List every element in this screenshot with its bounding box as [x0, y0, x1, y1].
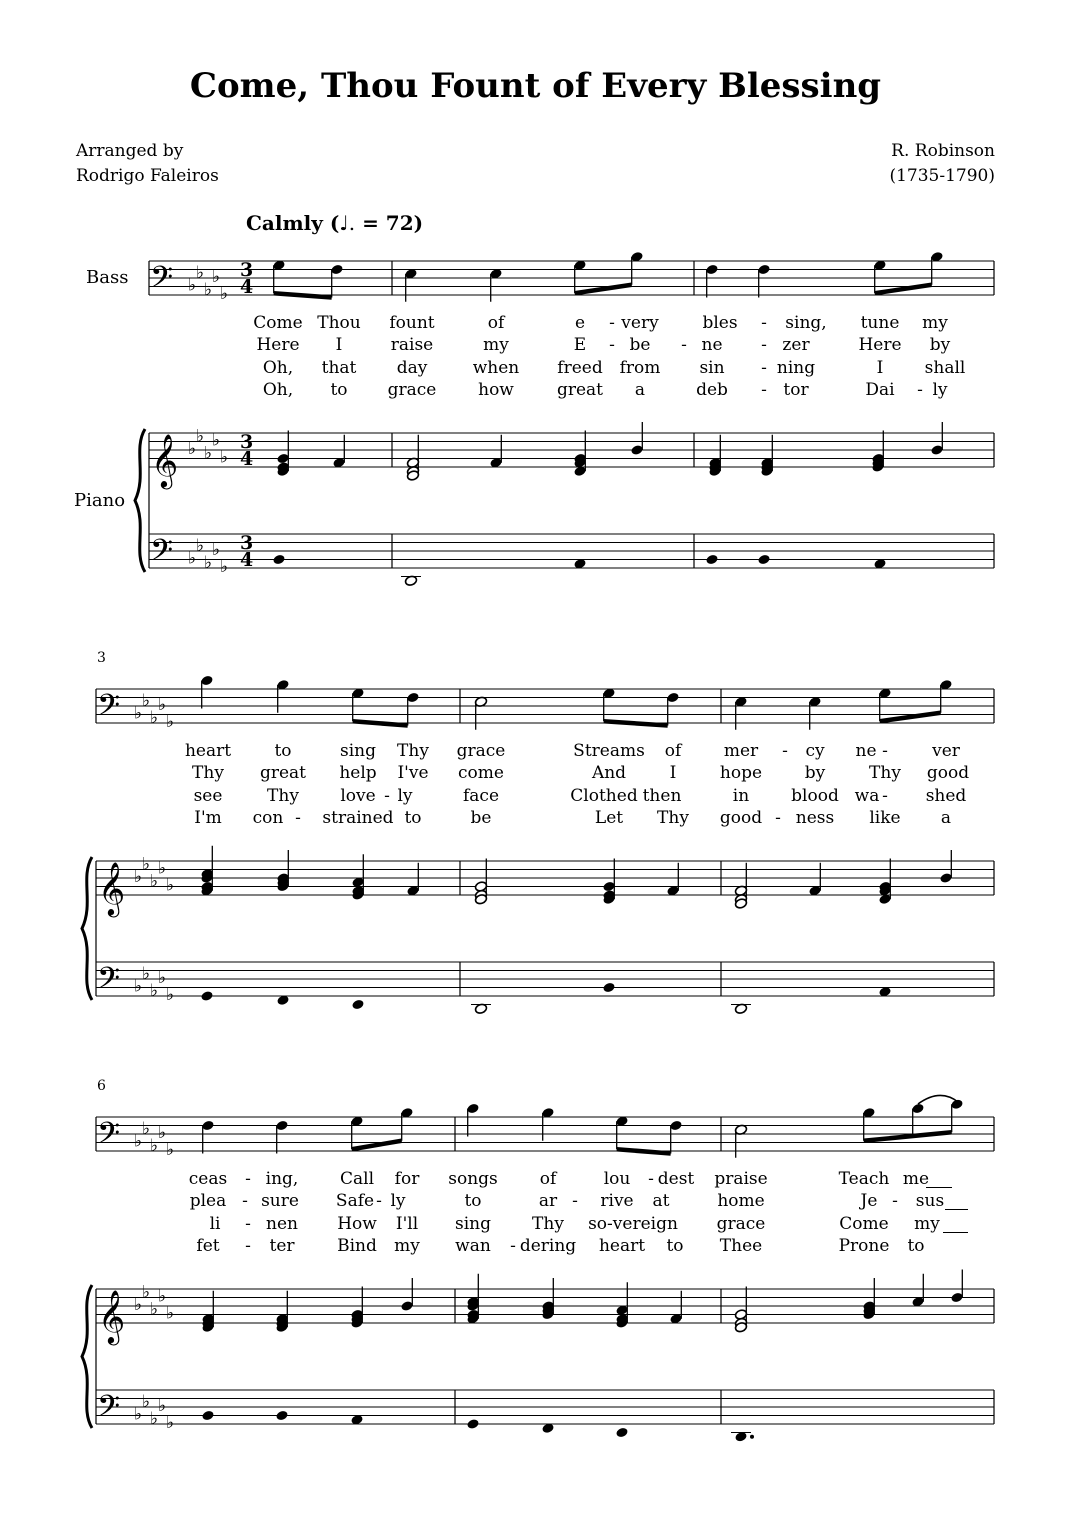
lyric-syllable: freed: [557, 357, 603, 378]
arranger-label: Arranged by: [76, 141, 184, 161]
piano-bass-notehead: [272, 554, 285, 566]
composer-name: R. Robinson: [891, 141, 995, 161]
flat-icon: ♭: [188, 439, 197, 459]
lyric-syllable: by: [804, 763, 826, 784]
lyric-syllable: so-vereign: [588, 1213, 678, 1234]
lyric-syllable: ne: [855, 741, 877, 761]
flat-icon: ♭: [142, 1391, 151, 1412]
lyric-syllable: sing,: [785, 313, 827, 333]
lyric-syllable: e: [574, 313, 586, 333]
lyric-hyphen: -: [892, 1191, 898, 1212]
bass-clef-icon: 𝄢: [97, 1390, 121, 1431]
lyric-hyphen: -: [572, 1191, 578, 1212]
flat-icon: ♭: [150, 871, 159, 892]
lyric-syllable: li: [209, 1213, 221, 1234]
lyric-syllable: Here: [858, 335, 902, 356]
lyric-syllable: mer: [723, 741, 759, 761]
lyric-syllable: I: [335, 335, 343, 356]
lyric-hyphen: -: [761, 335, 767, 356]
lyric-syllable: bles: [702, 313, 738, 333]
lyric-syllable: Thy: [267, 785, 299, 806]
treble-clef-icon: 𝄞: [98, 861, 126, 915]
flat-icon: ♭: [142, 1282, 151, 1303]
lyric-syllable: hope: [719, 763, 763, 784]
lyric-syllable: blood: [791, 785, 839, 806]
lyric-syllable: Let: [594, 807, 624, 828]
lyric-syllable: I: [876, 357, 884, 378]
lyric-syllable: when: [472, 357, 520, 378]
lyric-syllable: Call: [339, 1169, 375, 1189]
lyric-syllable: Streams: [573, 741, 645, 761]
flat-icon: ♭: [220, 447, 229, 468]
lyric-syllable: Oh,: [262, 379, 294, 400]
lyric-syllable: Prone: [838, 1235, 890, 1256]
flat-icon: ♭: [150, 1408, 159, 1429]
flat-icon: ♭: [150, 1135, 159, 1156]
lyric-syllable: How: [337, 1213, 377, 1234]
flat-icon: ♭: [134, 703, 143, 724]
lyric-hyphen: -: [245, 1235, 251, 1256]
note-beam: [353, 721, 408, 725]
lyric-syllable: see: [193, 785, 223, 806]
lyric-syllable: ter: [269, 1235, 295, 1256]
lyric-hyphen: -: [245, 1213, 251, 1234]
lyric-syllable: help: [339, 763, 377, 784]
piano-bass-notehead: [201, 1410, 214, 1422]
lyric-syllable: strained: [322, 807, 394, 828]
flat-icon: ♭: [204, 279, 213, 300]
lyric-syllable: to: [666, 1235, 684, 1256]
lyric-syllable: very: [621, 313, 659, 333]
lyric-syllable: my: [483, 335, 509, 356]
lyric-syllable: fount: [389, 313, 435, 333]
lyric-syllable: Thy: [192, 763, 224, 784]
piano-brace: [135, 429, 145, 572]
piano-bass-notehead: [602, 982, 615, 994]
lyric-syllable: ar: [538, 1191, 558, 1212]
lyric-syllable: how: [478, 379, 514, 400]
lyric-syllable: great: [556, 379, 604, 400]
lyric-syllable: Oh,: [262, 357, 294, 378]
lyric-syllable: from: [619, 357, 661, 378]
lyric-syllable: then: [642, 785, 682, 806]
lyric-hyphen: -: [882, 741, 888, 761]
lyric-syllable: tor: [783, 379, 809, 400]
piano-bass-notehead: [275, 1410, 288, 1422]
lyric-syllable: ly: [932, 379, 948, 400]
lyric-syllable: rive: [600, 1191, 634, 1212]
lyric-hyphen: -: [609, 313, 615, 333]
time-signature-numerator: 3: [240, 259, 254, 281]
lyric-hyphen: -: [882, 785, 888, 806]
lyric-syllable: sus: [915, 1191, 945, 1212]
lyric-syllable: ning: [776, 357, 816, 378]
lyric-syllable: to: [464, 1191, 482, 1212]
lyric-syllable: shall: [924, 357, 966, 378]
flat-icon: ♭: [196, 535, 205, 556]
lyric-hyphen: -: [242, 1191, 248, 1212]
lyric-hyphen: -: [384, 785, 390, 806]
lyric-syllable: shed: [925, 785, 967, 806]
flat-icon: ♭: [166, 1140, 175, 1160]
flat-icon: ♭: [166, 1303, 175, 1324]
note-beam: [274, 293, 332, 297]
lyric-syllable: con: [252, 807, 284, 828]
lyric-syllable: deb: [696, 379, 728, 400]
lyric-syllable: be: [629, 335, 651, 356]
treble-clef-icon: 𝄞: [151, 433, 179, 487]
lyric-syllable: wa: [854, 785, 880, 806]
flat-icon: ♭: [158, 695, 167, 715]
lyric-syllable: nen: [266, 1213, 298, 1234]
arranger-name: Rodrigo Faleiros: [76, 166, 219, 186]
bass-clef-icon: 𝄢: [97, 689, 121, 730]
instrument-label-piano: Piano: [74, 490, 126, 511]
lyric-syllable: good: [926, 763, 970, 784]
time-signature-denominator: 4: [240, 448, 254, 470]
flat-icon: ♭: [188, 275, 197, 296]
lyric-syllable: zer: [782, 335, 810, 356]
time-signature-numerator: 3: [240, 431, 254, 453]
lyric-syllable: in: [732, 785, 750, 806]
lyric-syllable: ver: [932, 741, 960, 761]
lyric-syllable: wan: [455, 1235, 491, 1256]
lyric-hyphen: -: [761, 313, 767, 333]
time-signature-denominator: 4: [240, 276, 254, 298]
lyric-syllable: Je: [860, 1191, 878, 1212]
lyric-syllable: lou: [603, 1169, 631, 1189]
lyric-syllable: fet: [196, 1235, 220, 1256]
flat-icon: ♭: [150, 1299, 159, 1320]
lyric-syllable: Dai: [865, 379, 895, 400]
flat-icon: ♭: [150, 707, 159, 728]
lyric-syllable: day: [396, 357, 428, 378]
lyric-hyphen: -: [761, 357, 767, 378]
lyric-syllable: me: [902, 1169, 930, 1189]
lyric-syllable: dering: [519, 1235, 577, 1256]
flat-icon: ♭: [134, 1131, 143, 1152]
lyric-syllable: Here: [256, 335, 300, 356]
lyric-syllable: good: [719, 807, 763, 828]
lyric-syllable: my: [922, 313, 948, 333]
lyric-syllable: plea: [189, 1191, 227, 1212]
lyric-syllable: grace: [387, 379, 437, 400]
lyric-hyphen: -: [295, 807, 301, 828]
lyric-syllable: Thy: [532, 1213, 564, 1234]
lyric-syllable: a: [940, 807, 952, 828]
page-title: Come, Thou Fount of Every Blessing: [189, 66, 882, 106]
lyric-syllable: ness: [795, 807, 835, 828]
lyric-hyphen: -: [775, 807, 781, 828]
lyric-hyphen: -: [761, 379, 767, 400]
lyric-syllable: Bind: [337, 1235, 377, 1256]
lyric-syllable: that: [321, 357, 357, 378]
flat-icon: ♭: [166, 985, 175, 1005]
lyric-syllable: come: [458, 763, 504, 784]
lyric-syllable: sing: [340, 741, 376, 761]
lyric-syllable: raise: [390, 335, 434, 356]
flat-icon: ♭: [188, 548, 197, 569]
lyric-syllable: heart: [598, 1235, 646, 1256]
piano-bass-notehead: [466, 1418, 479, 1430]
lyric-syllable: at: [652, 1191, 670, 1212]
flat-icon: ♭: [134, 1295, 143, 1315]
dot-mark: [750, 1435, 754, 1439]
lyric-syllable: heart: [184, 741, 232, 761]
lyric-hyphen: -: [510, 1235, 516, 1256]
lyric-syllable: ceas: [188, 1169, 228, 1189]
lyric-syllable: to: [404, 807, 422, 828]
flat-icon: ♭: [212, 430, 221, 451]
lyric-syllable: for: [394, 1169, 420, 1189]
tempo-word: Calmly: [246, 211, 323, 235]
lyric-syllable: Thy: [657, 807, 689, 828]
lyric-syllable: ly: [390, 1191, 406, 1212]
flat-icon: ♭: [196, 262, 205, 283]
lyric-syllable: of: [487, 313, 505, 333]
flat-icon: ♭: [204, 443, 213, 464]
flat-icon: ♭: [220, 284, 229, 304]
lyric-syllable: like: [869, 807, 901, 828]
lyric-syllable: Thou: [317, 313, 361, 333]
bass-clef-icon: 𝄢: [150, 534, 174, 575]
lyric-syllable: of: [539, 1169, 557, 1189]
instrument-label-bass: Bass: [86, 267, 129, 288]
flat-icon: ♭: [166, 1413, 175, 1433]
lyric-syllable: sin: [699, 357, 725, 378]
lyric-syllable: Safe: [335, 1191, 375, 1212]
tempo-note-icon: ♩.: [339, 211, 356, 235]
lyric-syllable: sure: [261, 1191, 299, 1212]
lyric-syllable: ne: [701, 335, 723, 356]
lyric-syllable: home: [717, 1191, 765, 1212]
slur-mark: [918, 1095, 958, 1104]
lyric-syllable: to: [330, 379, 348, 400]
flat-icon: ♭: [158, 858, 167, 879]
piano-brace: [82, 857, 92, 1000]
flat-icon: ♭: [158, 1123, 167, 1143]
lyric-syllable: Thy: [869, 763, 901, 784]
flat-icon: ♭: [158, 968, 167, 988]
lyric-syllable: songs: [448, 1169, 498, 1189]
lyric-syllable: Thee: [719, 1235, 763, 1256]
lyric-syllable: to: [907, 1235, 925, 1256]
lyric-hyphen: -: [245, 1169, 251, 1189]
lyric-syllable: tune: [860, 313, 900, 333]
measure-number: 3: [97, 650, 106, 666]
flat-icon: ♭: [150, 980, 159, 1001]
lyric-syllable: a: [634, 379, 646, 400]
lyric-hyphen: -: [681, 335, 687, 356]
lyric-hyphen: -: [609, 335, 615, 356]
lyric-syllable: ing,: [265, 1169, 299, 1189]
lyric-syllable: praise: [714, 1169, 768, 1189]
lyric-syllable: my: [394, 1235, 420, 1256]
lyric-syllable: Come: [253, 313, 303, 333]
tempo-open-paren: (: [329, 211, 340, 235]
lyric-syllable: ly: [397, 785, 413, 806]
flat-icon: ♭: [142, 854, 151, 875]
piano-bass-notehead: [705, 554, 718, 566]
piano-bass-notehead: [351, 999, 364, 1011]
lyric-syllable: great: [259, 763, 307, 784]
flat-icon: ♭: [212, 540, 221, 560]
lyric-syllable: I: [669, 763, 677, 784]
lyric-syllable: sing: [455, 1213, 491, 1234]
flat-icon: ♭: [204, 552, 213, 573]
lyric-syllable: And: [591, 763, 627, 784]
flat-icon: ♭: [158, 1396, 167, 1416]
bass-clef-icon: 𝄢: [150, 261, 174, 302]
flat-icon: ♭: [212, 267, 221, 287]
flat-icon: ♭: [134, 1404, 143, 1425]
lyric-hyphen: -: [376, 1191, 382, 1212]
lyric-syllable: Teach: [838, 1169, 890, 1189]
flat-icon: ♭: [220, 557, 229, 577]
lyric-syllable: love: [340, 785, 376, 806]
flat-icon: ♭: [142, 963, 151, 984]
flat-icon: ♭: [166, 875, 175, 896]
measure-number: 6: [97, 1078, 106, 1094]
composer-dates: (1735-1790): [889, 166, 995, 186]
lyric-syllable: Clothed: [570, 785, 638, 806]
lyric-syllable: grace: [716, 1213, 766, 1234]
bass-clef-icon: 𝄢: [97, 962, 121, 1003]
flat-icon: ♭: [142, 690, 151, 711]
flat-icon: ♭: [134, 976, 143, 997]
lyric-hyphen: -: [782, 741, 788, 761]
lyric-syllable: my: [914, 1213, 940, 1234]
lyric-syllable: of: [664, 741, 682, 761]
piano-bass-notehead: [615, 1427, 628, 1439]
note-beam: [617, 1149, 671, 1153]
flat-icon: ♭: [142, 1118, 151, 1139]
lyric-syllable: dest: [657, 1169, 695, 1189]
flat-icon: ♭: [166, 712, 175, 732]
lyric-syllable: to: [274, 741, 292, 761]
treble-clef-icon: 𝄞: [98, 1289, 126, 1343]
lyric-syllable: grace: [456, 741, 506, 761]
lyric-syllable: Thy: [397, 741, 429, 761]
tempo-value: = 72): [362, 211, 424, 235]
flat-icon: ♭: [134, 867, 143, 887]
piano-bass-notehead: [757, 554, 770, 566]
lyric-syllable: I'll: [395, 1213, 419, 1234]
lyric-syllable: I've: [397, 763, 429, 784]
lyric-syllable: be: [470, 807, 492, 828]
lyric-syllable: by: [929, 335, 951, 356]
flat-icon: ♭: [158, 1286, 167, 1307]
lyric-hyphen: -: [917, 379, 923, 400]
lyric-hyphen: -: [648, 1169, 654, 1189]
flat-icon: ♭: [196, 426, 205, 447]
time-signature-denominator: 4: [240, 549, 254, 571]
lyric-syllable: cy: [805, 741, 825, 761]
lyric-syllable: I'm: [194, 807, 222, 828]
note-beam: [604, 721, 668, 725]
piano-brace: [82, 1285, 92, 1428]
bass-clef-icon: 𝄢: [97, 1117, 121, 1158]
lyric-syllable: Come: [839, 1213, 889, 1234]
lyric-syllable: face: [462, 785, 500, 806]
time-signature-numerator: 3: [240, 532, 254, 554]
piano-bass-notehead: [200, 990, 213, 1002]
lyric-syllable: E: [573, 335, 587, 356]
